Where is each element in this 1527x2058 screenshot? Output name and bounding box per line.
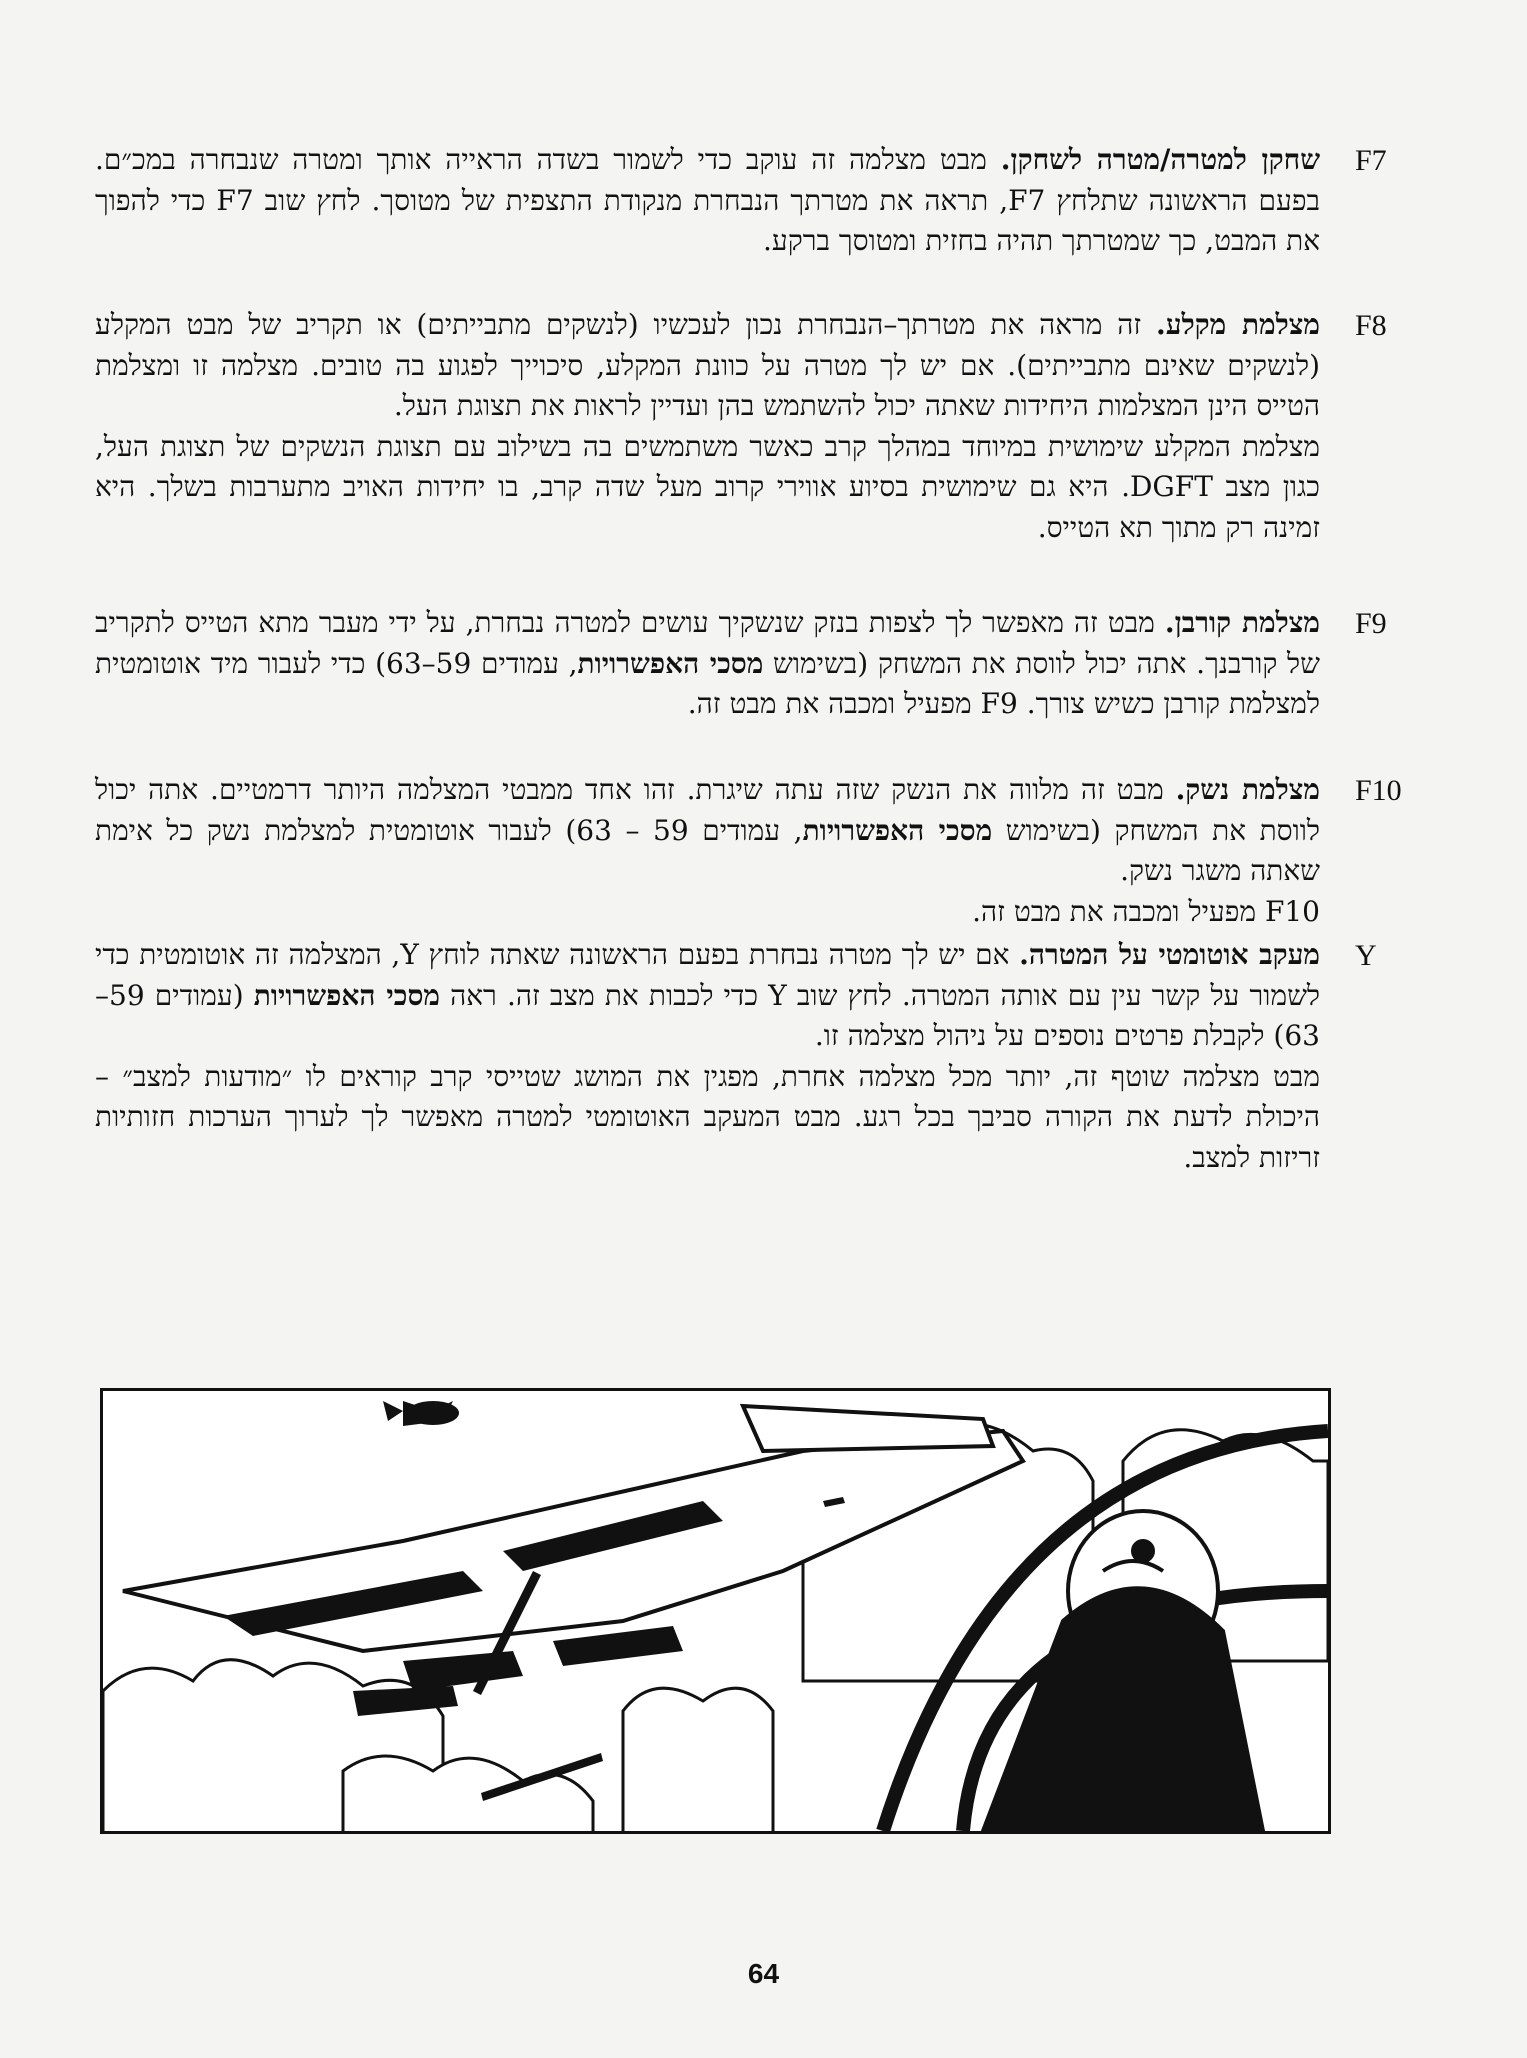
key-label: F10 — [1355, 774, 1402, 807]
entry-y — [95, 935, 1415, 1235]
entry-text: מצלמת המקלע שימושית במיוחד במהלך קרב כאשר משתמשים בה בשילוב עם תצוגת הנשקים של תצוגת העל, כגון מצב DGFT. היא גם שימושית בסיוע אווירי קרוב מעל שדה קרב, בו יחידות האויב מתערבות בשלך. היא זמינה רק מתוך תא הטייס. — [95, 429, 1320, 544]
entry-text: , עמודים 59–63) כדי לעבור מיד אוטומטית למצלמת קורבן כשיש צורך. F9 מפעיל ומכבה את מבט זה. — [95, 646, 1320, 720]
entry-title: מצלמת קורבן. — [1164, 606, 1321, 639]
entry-body — [95, 935, 1320, 1178]
entry-body — [95, 603, 1320, 725]
key-label: F9 — [1355, 607, 1387, 640]
entry-title: מעקב אוטומטי על המטרה. — [1019, 938, 1321, 971]
entry-title: שחקן למטרה/מטרה לשחקן. — [1000, 143, 1321, 176]
entry-text: , עמודים 59 – 63) לעבור אוטומטית למצלמת נשק כל אימת שאתה משגר נשק. — [95, 813, 1320, 887]
entry-f8 — [95, 305, 1415, 605]
page-number: 64 — [747, 1958, 780, 1989]
options-screens-ref: מסכי האפשרויות — [802, 813, 993, 847]
entry-text: F10 מפעיל ומכבה את מבט זה. — [972, 894, 1320, 928]
key-label: Y — [1355, 939, 1377, 972]
key-label: F8 — [1355, 309, 1387, 342]
entry-f9 — [95, 603, 1415, 773]
entry-text: אם יש לך מטרה נבחרת בפעם הראשונה שאתה לוחץ Y, המצלמה זה אוטומטית כדי לשמור על קשר עין עם אותה המטרה. לחץ שוב Y כדי לכבות את מצב זה. ראה — [95, 938, 1320, 1012]
entry-text: מבט מצלמה שוטף זה, יותר מכל מצלמה אחרת, מפגין את המושג שטייסי קרב קוראים לו ״מודעות למצב״ – היכולת לדעת את הקורה סביבך בכל רגע. מבט המעקב האוטומטי למטרה מאפשר לך לערוך הערכות חזותיות זריזות למצב. — [95, 1059, 1320, 1174]
key-label: F7 — [1355, 144, 1387, 177]
entry-text: מבט זה מאפשר לך לצפות בנזק שנשקיך עושים למטרה נבחרת, על ידי מעבר מתא הטייס לתקריב של קורבנך. אתה יכול לווסת את המשחק (בשימוש — [95, 606, 1320, 680]
aerial-combat-illustration — [100, 1388, 1331, 1834]
entry-text: מבט מצלמה זה עוקב כדי לשמור בשדה הראייה אותך ומטרה שנבחרה במכ״ם. בפעם הראשונה שתלחץ F7, תראה את מטרתך הנבחרת מנקודת התצפית של מטוסך. לחץ שוב F7 כדי להפוך את המבט, כך שמטרתך תהיה בחזית ומטוסך ברקע. — [95, 143, 1321, 257]
entry-text: (עמודים 59–63) לקבלת פרטים נוספים על ניהול מצלמה זו. — [95, 978, 1320, 1052]
entry-body — [95, 305, 1320, 548]
entry-body — [95, 770, 1320, 932]
entry-title: מצלמת נשק. — [1175, 773, 1320, 806]
entry-text: זה מראה את מטרתך–הנבחרת נכון לעכשיו (לנשקים מתבייתים) או תקריב של מבט המקלע (לנשקים שאינם מתבייתים). אם יש לך מטרה על כוונת המקלע, סיכוייך לפגוע בה טובים. מצלמה זו ומצלמת הטייס הינן המצלמות היחידות שאתה יכול להשתמש בהן ועדיין לראות את תצוגת העל. — [95, 308, 1320, 422]
entry-f10 — [95, 770, 1415, 930]
options-screens-ref: מסכי האפשרויות — [577, 646, 764, 680]
illustration-icon — [103, 1391, 1328, 1831]
entry-f7 — [95, 140, 1415, 310]
entry-title: מצלמת מקלע. — [1155, 308, 1320, 341]
entry-body — [95, 140, 1320, 262]
entry-text: מבט זה מלווה את הנשק שזה עתה שיגרת. זהו אחד ממבטי המצלמה היותר דרמטיים. אתה יכול לווסת את המשחק (בשימוש — [95, 773, 1320, 847]
options-screens-ref: מסכי האפשרויות — [253, 978, 440, 1012]
